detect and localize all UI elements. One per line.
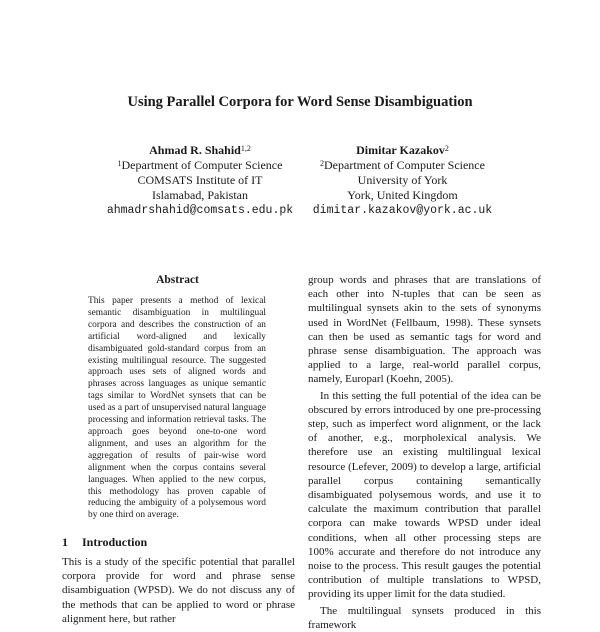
affiliation-superscript: 1 xyxy=(117,159,122,168)
section-heading xyxy=(62,535,147,550)
author-block-2 xyxy=(305,143,500,218)
paragraph: The multilingual synsets produced in this framework xyxy=(308,604,541,631)
author-location: York, United Kingdom xyxy=(347,188,458,202)
author-name: Ahmad R. Shahid xyxy=(149,143,241,157)
author-department: Department of Computer Science xyxy=(121,158,283,172)
author-name: Dimitar Kazakov xyxy=(356,143,445,157)
abstract-text: This paper presents a method of lexical semantic disambiguation in multilingual corpora and describes the construction of an artificial word-aligned and lexically disambiguated gold-standard corpus from an existing multilingual resource. The suggested approach uses sets of aligned words and phrases across languages as unique semantic tags similar to WordNet synsets that can be used as a part of unsupervised natural language processing and information retrieval tasks. The approach goes beyond one-to-one word alignment, and uses an algorithm for the aggregation of results of pair-wise word alignment when the corpus contains several languages. When applied to the new corpus, this methodology has proven capable of reducing the ambiguity of a polysemous word by one third on average. xyxy=(88,296,266,521)
author-superscript: 2 xyxy=(444,144,449,153)
paragraph: group words and phrases that are translations of each other into N-tuples that can be seen as multilingual synsets akin to the sets of synonyms used in WordNet (Fellbaum, 1998). These synsets can then be used as semantic tags for word and phrase sense disambiguation. The approach was applied to a large, real-world parallel corpus, namely, Europarl (Koehn, 2005). xyxy=(308,274,541,386)
section-number: 1 xyxy=(62,535,68,549)
author-block-1 xyxy=(90,143,310,218)
author-superscript: 1,2 xyxy=(240,144,251,153)
introduction-paragraph: This is a study of the specific potential that parallel corpora provide for word and phrase sense disambiguation (WPSD). We do not discuss any of the methods that can be applied to word or phrase alignment here, but rather xyxy=(62,556,295,625)
author-institute: COMSATS Institute of IT xyxy=(137,173,263,187)
affiliation-superscript: 2 xyxy=(320,159,325,168)
author-institute: University of York xyxy=(357,173,448,187)
author-department: Department of Computer Science xyxy=(324,158,485,172)
section-title: Introduction xyxy=(82,535,148,549)
introduction-body xyxy=(62,555,295,626)
paragraph: In this setting the full potential of the idea can be obscured by errors introduced by one pre-processing step, such as imperfect word alignment, or the lack of another, e.g., morpholexical analysis. We therefore use an existing multilingual lexical resource (Lefever, 2009) to develop a large, artificial parallel corpus containing semantically disambiguated polysemous words, and use it to calculate the maximum contribution that parallel corpora can make towards WPSD under ideal conditions, when all other processing steps are 100% accurate and therefore do not introduce any noise to the process. This result gauges the potential contribution of multiple translations to WPSD, providing its upper limit for the data studied. xyxy=(308,389,541,601)
author-email: dimitar.kazakov@york.ac.uk xyxy=(312,204,493,217)
author-email: ahmadrshahid@comsats.edu.pk xyxy=(106,204,294,217)
author-location: Islamabad, Pakistan xyxy=(152,188,248,202)
right-column xyxy=(308,273,541,632)
abstract-heading: Abstract xyxy=(156,274,199,286)
abstract-body xyxy=(88,296,266,522)
paper-title: Using Parallel Corpora for Word Sense Disambiguation xyxy=(127,94,473,110)
